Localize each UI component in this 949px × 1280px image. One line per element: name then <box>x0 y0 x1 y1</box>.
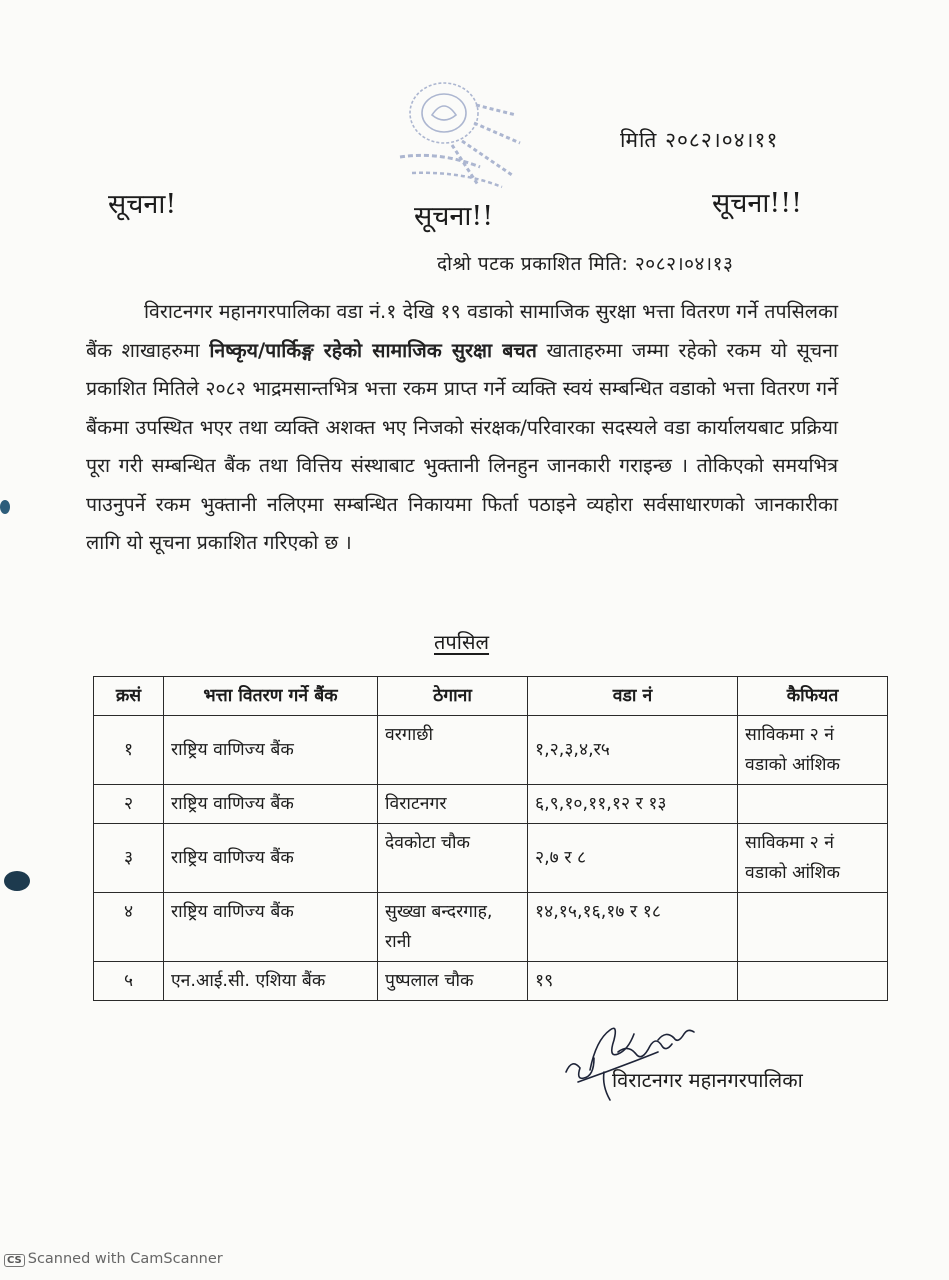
schedule-title: तपसिल <box>434 630 490 654</box>
header-address: ठेगाना <box>378 677 528 716</box>
cell-bank: राष्ट्रिय वाणिज्य बैंक <box>164 824 378 893</box>
cell-serial: ५ <box>94 962 164 1001</box>
cell-remarks: साविकमा २ नं वडाको आंशिक <box>738 824 888 893</box>
header-serial: क्रसं <box>94 677 164 716</box>
notice-heading-3: सूचना!!! <box>712 188 802 219</box>
cell-address: देवकोटा चौक <box>378 824 528 893</box>
body-part-1: विराटनगर महानगरपालिका वडा नं.१ देखि १९ वडाको सामाजिक सुरक्षा भत्ता वितरण गर्ने तपसिलका बैंक शाखाहरुमा <box>86 300 838 362</box>
cell-address: वरगाछी <box>378 716 528 785</box>
header-ward: वडा नं <box>528 677 738 716</box>
table-row <box>94 893 888 962</box>
office-seal <box>392 75 552 205</box>
second-publication-date: दोश्रो पटक प्रकाशित मिति: २०८२।०४।१३ <box>437 253 734 275</box>
cell-remarks <box>738 785 888 824</box>
camscanner-watermark <box>4 1251 223 1267</box>
cell-ward: ६,९,१०,११,१२ र १३ <box>528 785 738 824</box>
binder-hole-mark <box>0 500 10 514</box>
notice-heading-1: सूचना! <box>108 189 177 220</box>
table-row <box>94 824 888 893</box>
cell-serial: १ <box>94 716 164 785</box>
cell-ward: १,२,३,४,र५ <box>528 716 738 785</box>
cell-ward: २,७ र ८ <box>528 824 738 893</box>
cell-remarks: साविकमा २ नं वडाको आंशिक <box>738 716 888 785</box>
camscanner-text: Scanned with CamScanner <box>27 1251 223 1267</box>
cell-ward: १९ <box>528 962 738 1001</box>
header-bank: भत्ता वितरण गर्ने बैंक <box>164 677 378 716</box>
cell-address: पुष्पलाल चौक <box>378 962 528 1001</box>
cell-bank: राष्ट्रिय वाणिज्य बैंक <box>164 893 378 962</box>
cell-remarks <box>738 893 888 962</box>
cell-address: सुख्खा बन्दरगाह, रानी <box>378 893 528 962</box>
bank-schedule-table <box>93 676 888 1001</box>
notice-heading-2: सूचना!! <box>414 201 494 232</box>
cell-bank: एन.आई.सी. एशिया बैंक <box>164 962 378 1001</box>
notice-date: मिति २०८२।०४।११ <box>620 128 779 152</box>
table-row <box>94 962 888 1001</box>
table-row <box>94 716 888 785</box>
cell-bank: राष्ट्रिय वाणिज्य बैंक <box>164 785 378 824</box>
cell-serial: ४ <box>94 893 164 962</box>
body-bold-phrase: निष्कृय/पार्किङ्ग रहेको सामाजिक सुरक्षा बचत <box>209 338 537 362</box>
cell-serial: २ <box>94 785 164 824</box>
cell-remarks <box>738 962 888 1001</box>
camscanner-logo-icon: CS <box>4 1254 25 1267</box>
binder-hole-mark <box>4 871 30 891</box>
table-header-row <box>94 677 888 716</box>
cell-serial: ३ <box>94 824 164 893</box>
signatory-office: विराटनगर महानगरपालिका <box>612 1068 803 1092</box>
header-remarks: कैफियत <box>738 677 888 716</box>
notice-body <box>86 293 838 563</box>
cell-ward: १४,१५,१६,१७ र १८ <box>528 893 738 962</box>
cell-bank: राष्ट्रिय वाणिज्य बैंक <box>164 716 378 785</box>
cell-address: विराटनगर <box>378 785 528 824</box>
table-row <box>94 785 888 824</box>
body-part-2: खाताहरुमा जम्मा रहेको रकम यो सूचना प्रकाशित मितिले २०८२ भाद्रमसान्तभित्र भत्ता रकम प्राप्त गर्ने व्यक्ति स्वयं सम्बन्धित वडाको भत्ता वितरण गर्ने बैंकमा उपस्थित भएर तथा व्यक्ति अशक्त भए निजको संरक्षक/परिवारका सदस्यले वडा कार्यालयबाट प्रक्रिया पूरा गरी सम्बन्धित बैंक तथा वित्तिय संस्थाबाट भुक्तानी लिनहुन जानकारी गराइन्छ । तोकिएको समयभित्र पाउनुपर्ने रकम भुक्तानी नलिएमा सम्बन्धित निकायमा फिर्ता पठाइने व्यहोरा सर्वसाधारणको जानकारीका लागि यो सूचना प्रकाशित गरिएको छ । <box>86 338 839 554</box>
